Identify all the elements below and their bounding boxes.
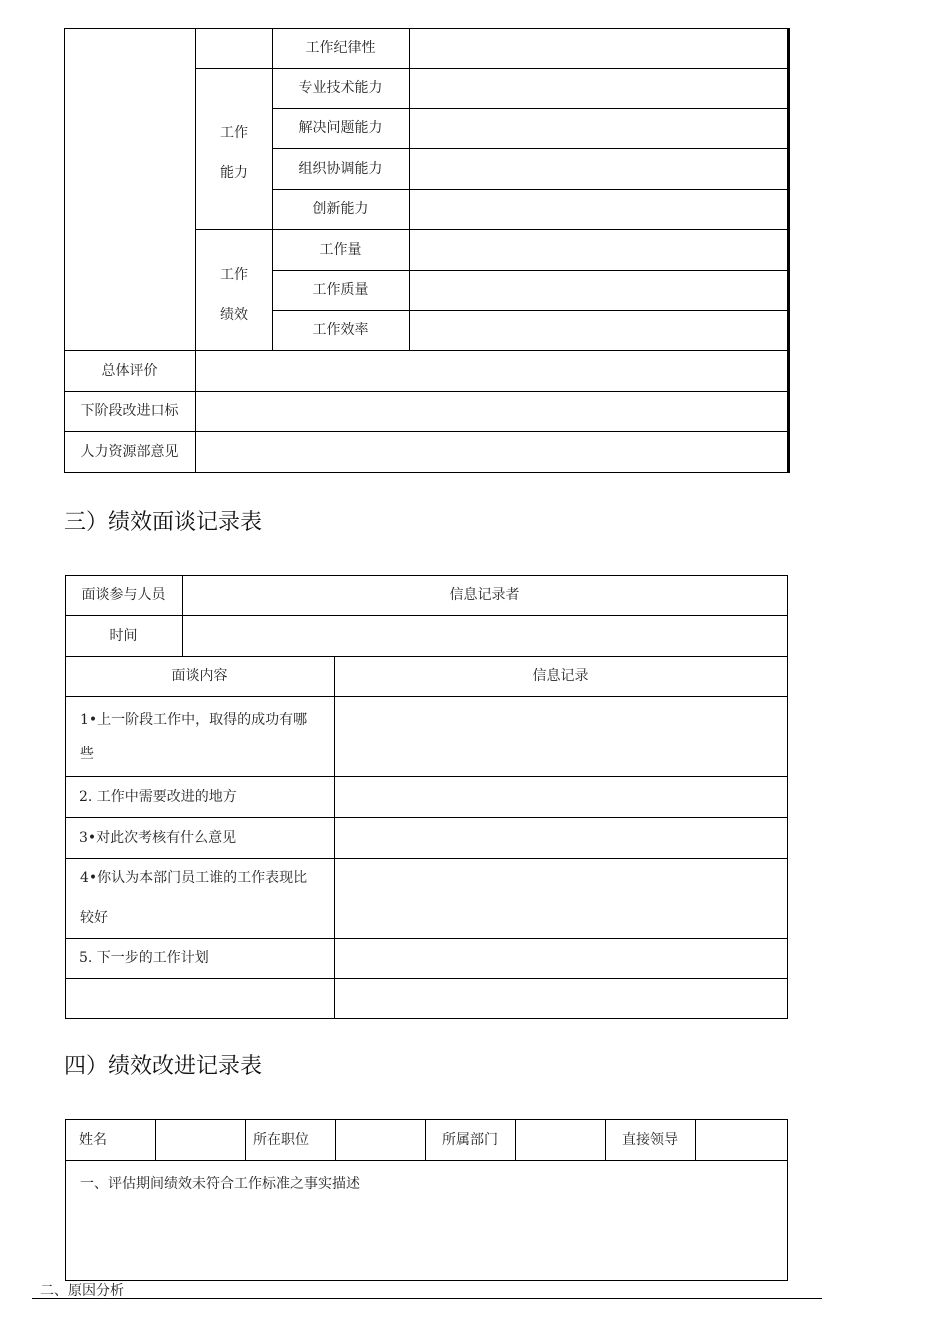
item-problem-solving: 解决问题能力 bbox=[298, 120, 383, 136]
question-1-line2: 些 bbox=[80, 746, 94, 762]
item-work-efficiency: 工作效率 bbox=[312, 322, 369, 338]
participants-label: 面谈参与人员 bbox=[81, 587, 166, 603]
category-performance-line1: 工作 bbox=[220, 267, 248, 283]
section3-heading: 三）绩效面谈记录表 bbox=[64, 510, 263, 535]
time-label: 时间 bbox=[109, 627, 138, 644]
footer-rule bbox=[32, 1298, 822, 1299]
content-header: 面谈内容 bbox=[171, 668, 228, 684]
question-4-line2: 较好 bbox=[80, 910, 108, 926]
item-coordination: 组织协调能力 bbox=[298, 160, 383, 177]
recorder-label: 信息记录者 bbox=[449, 587, 520, 603]
item-professional-skill: 专业技术能力 bbox=[298, 80, 383, 96]
row-hr-opinion: 人力资源部意见 bbox=[80, 443, 179, 460]
category-performance-line2: 绩效 bbox=[220, 307, 248, 323]
cause-analysis-label: 二、原因分析 bbox=[40, 1283, 124, 1299]
question-2: 2. 工作中需要改进的地方 bbox=[79, 788, 237, 805]
record-header: 信息记录 bbox=[532, 668, 589, 684]
item-work-discipline: 工作纪律性 bbox=[305, 40, 376, 56]
item-work-quality: 工作质量 bbox=[312, 282, 369, 298]
item-innovation: 创新能力 bbox=[312, 201, 369, 217]
row-overall-evaluation: 总体评价 bbox=[101, 362, 158, 379]
row-next-stage-goal: 下阶段改进口标 bbox=[80, 403, 179, 419]
question-1-line1: 1•上一阶段工作中，取得的成功有哪 bbox=[80, 712, 308, 728]
question-4-line1: 4•你认为本部门员工谁的工作表现比 bbox=[80, 870, 308, 886]
direct-leader-label: 直接领导 bbox=[622, 1131, 678, 1148]
question-5: 5. 下一步的工作计划 bbox=[79, 950, 209, 966]
item-workload: 工作量 bbox=[319, 241, 362, 258]
category-ability-line2: 能力 bbox=[220, 165, 248, 181]
name-label: 姓名 bbox=[79, 1131, 107, 1148]
question-3: 3•对此次考核有什么意见 bbox=[79, 829, 237, 846]
department-label: 所属部门 bbox=[442, 1131, 498, 1148]
category-ability-line1: 工作 bbox=[220, 125, 248, 141]
section4-heading: 四）绩效改进记录表 bbox=[64, 1054, 263, 1079]
fact-description-label: 一、评估期间绩效未符合工作标准之事实描述 bbox=[80, 1176, 360, 1192]
position-label: 所在职位 bbox=[253, 1131, 309, 1148]
